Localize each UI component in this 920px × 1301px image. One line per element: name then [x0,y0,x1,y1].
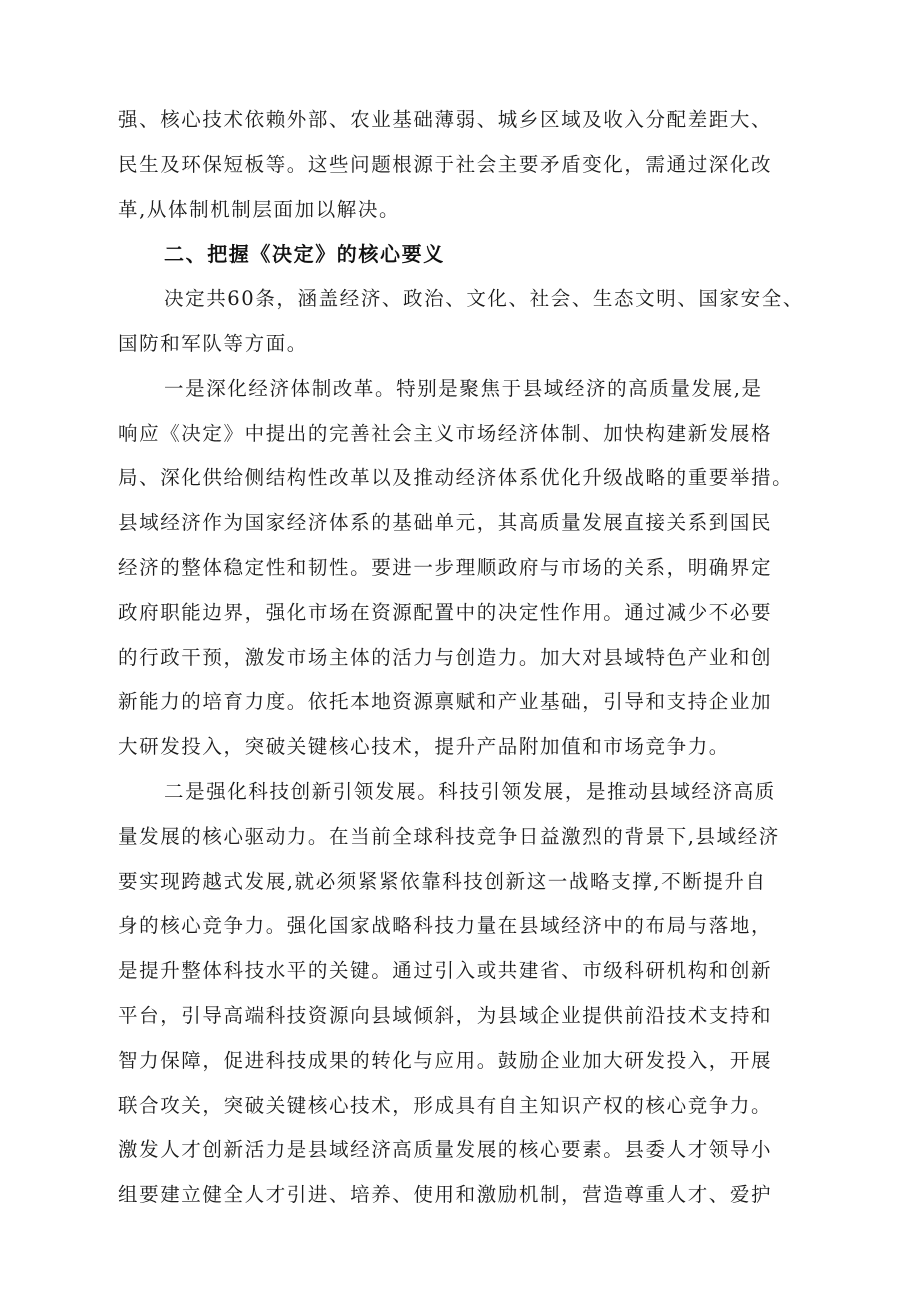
text-line: 国防和军队等方面。 [118,331,308,355]
text-line: 经济的整体稳定性和韧性。要进一步理顺政府与市场的关系，明确界定 [118,555,773,579]
text-line: 新能力的培育力度。依托本地资源禀赋和产业基础，引导和支持企业加 [118,690,773,714]
text-line: 平台，引导高端科技资源向县域倾斜，为县域企业提供前沿技术支持和 [118,1003,773,1027]
document-body [118,98,828,1218]
text-line: 身的核心竞争力。强化国家战略科技力量在县域经济中的布局与落地， [118,914,773,938]
text-line: 激发人才创新活力是县域经济高质量发展的核心要素。县委人才领导小 [118,1138,773,1162]
text-line: 革,从体制机制层面加以解决。 [118,197,401,221]
text-line: 强、核心技术依赖外部、农业基础薄弱、城乡区域及收入分配差距大、 [118,108,773,131]
paragraph-first-line: 一是深化经济体制改革。特别是聚焦于县域经济的高质量发展,是 [164,376,763,400]
text-line: 组要建立健全人才引进、培养、使用和激励机制，营造尊重人才、爱护 [118,1183,773,1207]
text-line: 民生及环保短板等。这些问题根源于社会主要矛盾变化，需通过深化改 [118,152,773,176]
text-line: 局、深化供给侧结构性改革以及推动经济体系优化升级战略的重要举措。 [118,466,794,490]
paragraph-first-line: 决定共60条，涵盖经济、政治、文化、社会、生态文明、国家安全、 [164,287,804,311]
paragraph-first-line: 二是强化科技创新引领发展。科技引领发展，是推动县域经济高质 [164,779,776,803]
text-line: 大研发投入，突破关键核心技术，提升产品附加值和市场竞争力。 [118,735,730,759]
text-line: 的行政干预，激发市场主体的活力与创造力。加大对县域特色产业和创 [118,645,773,669]
text-line: 量发展的核心驱动力。在当前全球科技竞争日益激烈的背景下,县域经济 [118,824,780,848]
text-line: 政府职能边界，强化市场在资源配置中的决定性作用。通过减少不必要 [118,600,773,624]
text-line: 是提升整体科技水平的关键。通过引入或共建省、市级科研机构和创新 [118,959,773,983]
text-line: 响应《决定》中提出的完善社会主义市场经济体制、加快构建新发展格 [118,421,773,445]
text-line: 县域经济作为国家经济体系的基础单元，其高质量发展直接关系到国民 [118,511,773,535]
text-line: 智力保障，促进科技成果的转化与应用。鼓励企业加大研发投入，开展 [118,1048,773,1072]
text-line: 要实现跨越式发展,就必须紧紧依靠科技创新这一战略支撑,不断提升自 [118,869,767,893]
section-heading: 二、把握《决定》的核心要义 [164,242,445,267]
text-line: 联合攻关，突破关键核心技术，形成具有自主知识产权的核心竞争力。 [118,1093,773,1117]
